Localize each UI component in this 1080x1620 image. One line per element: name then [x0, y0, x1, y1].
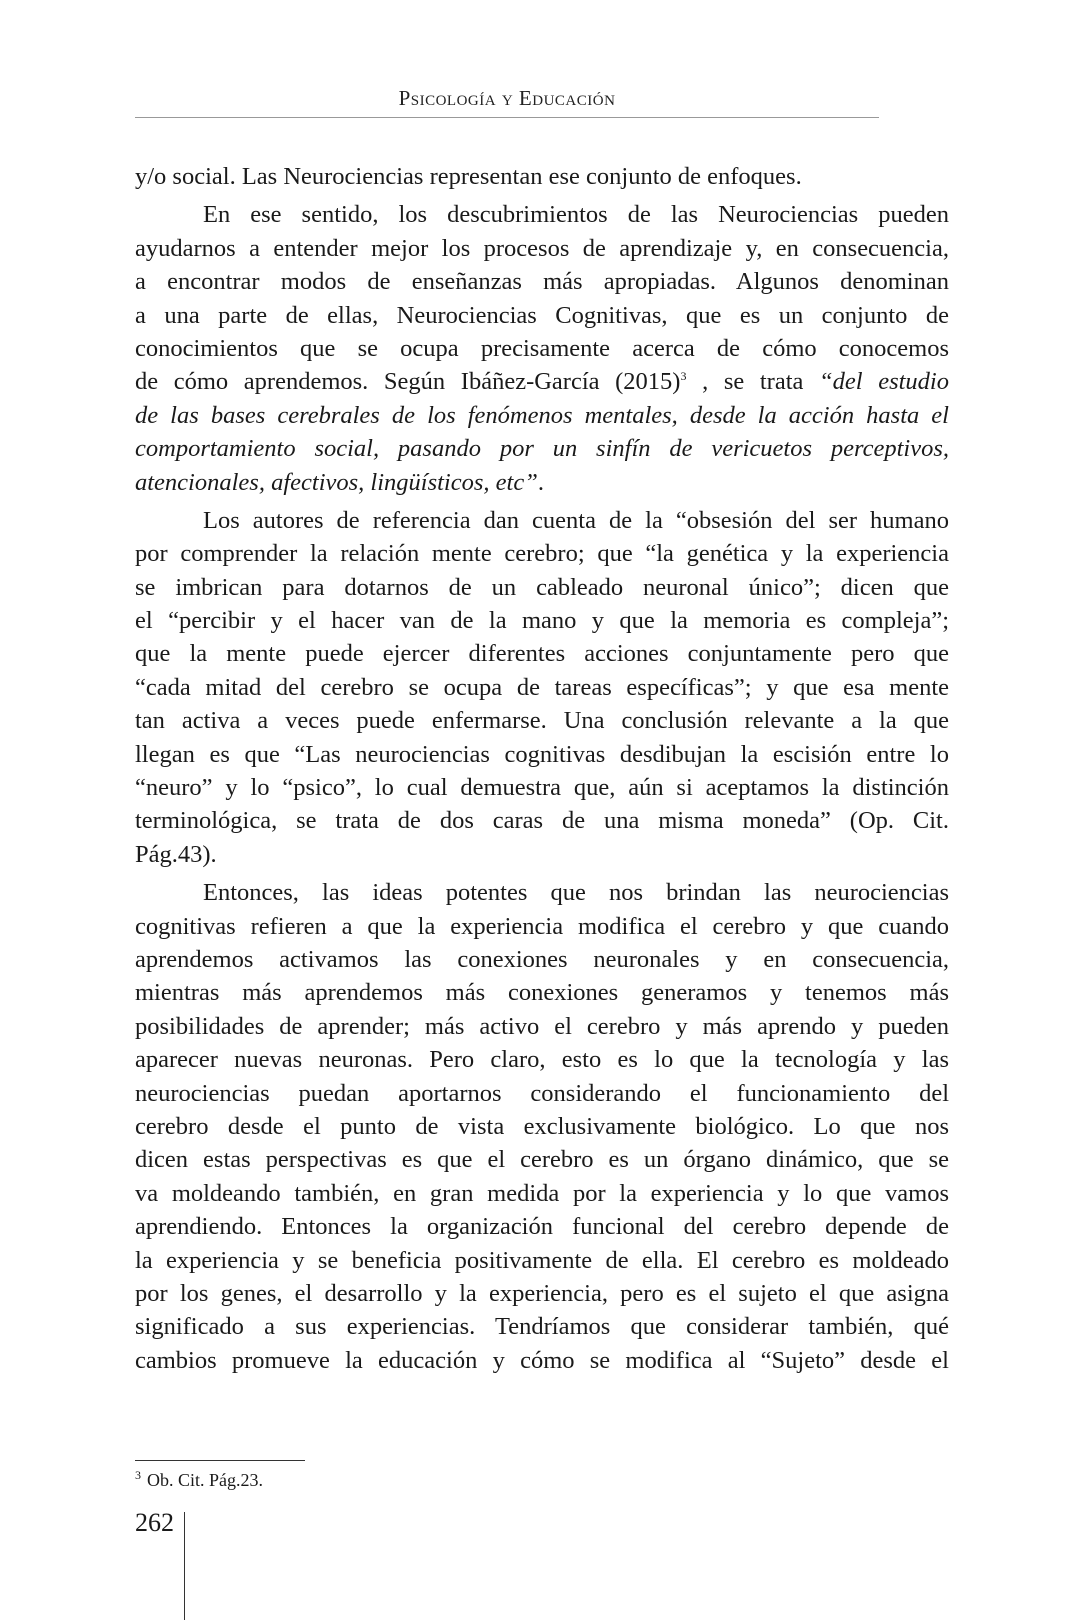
italic-quote: comportamiento social, pasando por un sinfín de vericuetos perceptivos,	[135, 435, 949, 463]
text-run: aprendiendo. Entonces la organización funcional del cerebro depende de	[135, 1213, 949, 1241]
page-number: 262	[135, 1508, 174, 1537]
text-run: “cada mitad del cerebro se ocupa de tareas específicas”; y que esa mente	[135, 673, 949, 701]
text-line	[135, 399, 949, 432]
text-line	[135, 771, 949, 804]
text-line	[135, 265, 949, 298]
text-line	[135, 365, 949, 398]
text-run: cerebro desde el punto de vista exclusivamente biológico. Lo que nos	[135, 1112, 949, 1140]
footnote-number: 3	[135, 1468, 141, 1482]
text-run: mientras más aprendemos más conexiones generamos y tenemos más	[135, 979, 949, 1007]
text-run: dicen estas perspectivas es que el cerebro es un órgano dinámico, que se	[135, 1146, 949, 1174]
text-line	[135, 604, 949, 637]
paragraph	[135, 160, 949, 193]
text-run: aprendemos activamos las conexiones neuronales y en consecuencia,	[135, 945, 949, 973]
body-text	[135, 160, 949, 1382]
text-line	[135, 976, 949, 1009]
text-line	[135, 671, 949, 704]
text-run: conocimientos que se ocupa precisamente acerca de cómo conocemos	[135, 334, 949, 362]
text-line	[135, 299, 949, 332]
text-run: “neuro” y lo “psico”, lo cual demuestra que, aún si aceptamos la distinción	[135, 774, 949, 802]
italic-quote: atencionales, afectivos, lingüísticos, etc”	[135, 468, 538, 496]
text-run: por comprender la relación mente cerebro; que “la genética y la experiencia	[135, 540, 949, 568]
text-run: significado a sus experiencias. Tendríamos que considerar también, qué	[135, 1313, 949, 1341]
text-line	[135, 1210, 949, 1243]
text-line	[135, 804, 949, 837]
text-line	[135, 198, 949, 231]
text-line	[135, 332, 949, 365]
text-run: de cómo aprendemos. Según Ibáñez-García (2015)	[135, 368, 681, 396]
text-line	[135, 943, 949, 976]
text-run: a encontrar modos de enseñanzas más apropiadas. Algunos denominan	[135, 268, 949, 296]
text-line	[135, 876, 949, 909]
paragraph	[135, 876, 949, 1377]
text-line	[135, 504, 949, 537]
text-line	[135, 1077, 949, 1110]
italic-quote: de las bases cerebrales de los fenómenos mentales, desde la acción hasta el	[135, 401, 949, 429]
text-line	[135, 160, 949, 193]
text-run: se imbrican para dotarnos de un cableado neuronal único”; dicen que	[135, 573, 949, 601]
footnote-text: Ob. Cit. Pág.23.	[147, 1470, 264, 1490]
text-run: a una parte de ellas, Neurociencias Cognitivas, que es un conjunto de	[135, 301, 949, 329]
text-line	[135, 432, 949, 465]
footnote-divider	[135, 1460, 305, 1461]
text-run: el “percibir y el hacer van de la mano y que la memoria es compleja”;	[135, 607, 949, 635]
page-number-rule	[184, 1512, 185, 1620]
text-run: ayudarnos a entender mejor los procesos de aprendizaje y, en consecuencia,	[135, 234, 949, 262]
text-run: Entonces, las ideas potentes que nos brindan las neurociencias	[203, 879, 949, 907]
footnote	[135, 1468, 263, 1491]
text-line	[135, 1143, 949, 1176]
text-line	[135, 1310, 949, 1343]
text-line	[135, 1043, 949, 1076]
text-line	[135, 1344, 949, 1377]
running-header: Psicología y Educación	[398, 86, 616, 110]
text-run: Pág.43).	[135, 840, 217, 868]
text-run: por los genes, el desarrollo y la experiencia, pero es el sujeto el que asigna	[135, 1279, 949, 1307]
text-run: tan activa a veces puede enfermarse. Una conclusión relevante a la que	[135, 707, 949, 735]
text-line	[135, 1177, 949, 1210]
header-divider	[135, 117, 879, 118]
text-run: cognitivas refieren a que la experiencia modifica el cerebro y que cuando	[135, 912, 949, 940]
text-run: y/o social. Las Neurociencias representan ese conjunto de enfoques.	[135, 163, 802, 190]
text-line	[135, 1244, 949, 1277]
text-line	[135, 571, 949, 604]
text-line	[135, 1277, 949, 1310]
paragraph	[135, 504, 949, 871]
text-line	[135, 1110, 949, 1143]
text-run: Los autores de referencia dan cuenta de la “obsesión del ser humano	[203, 506, 949, 534]
paragraph	[135, 198, 949, 499]
text-line	[135, 537, 949, 570]
text-run: .	[537, 468, 544, 496]
text-run: cambios promueve la educación y cómo se modifica al “Sujeto” desde el	[135, 1346, 949, 1374]
text-run: llegan es que “Las neurociencias cognitivas desdibujan la escisión entre lo	[135, 740, 949, 768]
text-line	[135, 704, 949, 737]
text-line	[135, 910, 949, 943]
text-run: terminológica, se trata de dos caras de una misma moneda” (Op. Cit.	[135, 807, 949, 835]
italic-quote: “del estudio	[819, 368, 949, 396]
text-line	[135, 232, 949, 265]
text-run: aparecer nuevas neuronas. Pero claro, esto es lo que la tecnología y las	[135, 1046, 949, 1074]
text-line	[135, 637, 949, 670]
text-run: que la mente puede ejercer diferentes acciones conjuntamente pero que	[135, 640, 949, 668]
text-line	[135, 1010, 949, 1043]
text-run: va moldeando también, en gran medida por la experiencia y lo que vamos	[135, 1179, 949, 1207]
text-run: En ese sentido, los descubrimientos de las Neurociencias pueden	[203, 201, 949, 229]
text-run: , se trata	[686, 368, 820, 396]
text-run: neurociencias puedan aportarnos considerando el funcionamiento del	[135, 1079, 949, 1107]
footnote-reference: 3	[680, 369, 687, 384]
text-run: la experiencia y se beneficia positivamente de ella. El cerebro es moldeado	[135, 1246, 949, 1274]
text-line	[135, 738, 949, 771]
text-line	[135, 838, 949, 871]
text-line	[135, 466, 949, 499]
text-run: posibilidades de aprender; más activo el cerebro y más aprendo y pueden	[135, 1012, 949, 1040]
